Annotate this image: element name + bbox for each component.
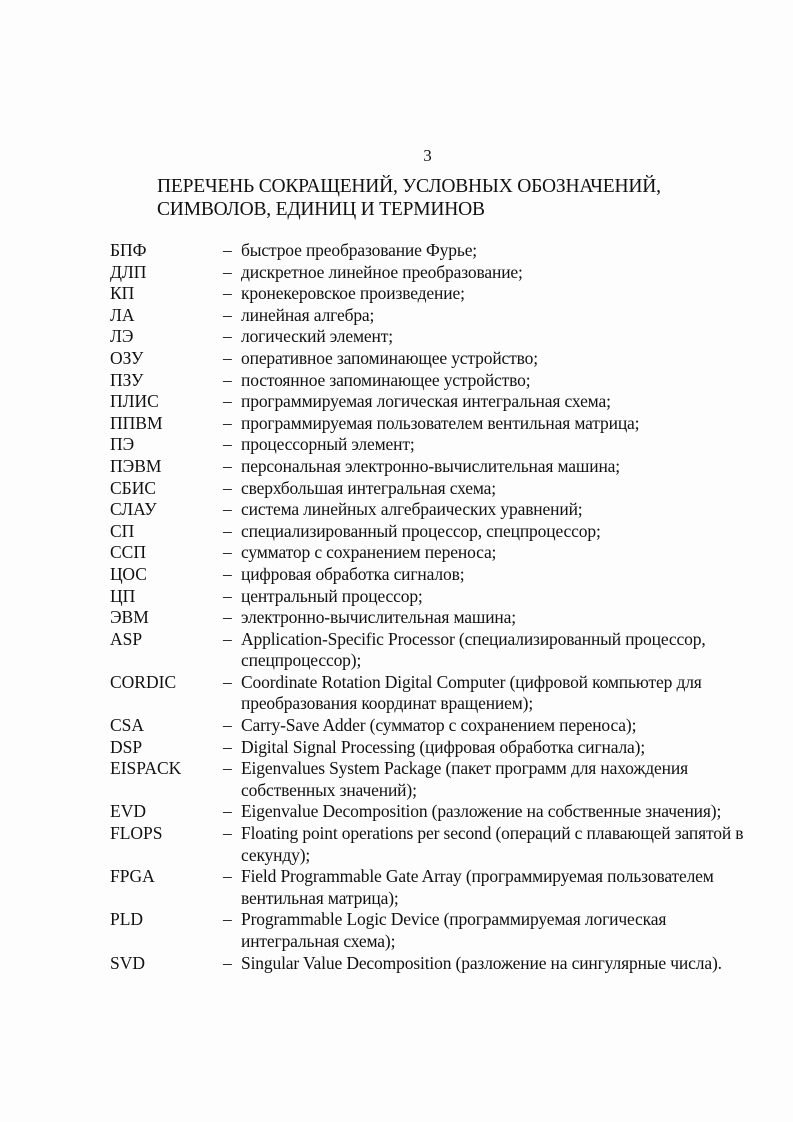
dash: – xyxy=(223,455,232,476)
dash: – xyxy=(223,823,232,844)
dash: – xyxy=(223,499,232,520)
list-item xyxy=(0,629,793,672)
list-item xyxy=(0,521,793,543)
list-item xyxy=(0,478,793,500)
abbreviation: SVD xyxy=(110,952,146,973)
definition: Singular Value Decomposition (разложение на сингулярные числа). xyxy=(241,952,722,973)
definition: оперативное запоминающее устройство; xyxy=(241,347,538,368)
dash: – xyxy=(223,952,232,973)
abbreviation: ASP xyxy=(110,628,143,649)
list-item xyxy=(0,607,793,629)
list-item xyxy=(0,801,793,823)
dash: – xyxy=(223,434,232,455)
definition: персональная электронно-вычислительная машина; xyxy=(241,455,620,476)
definition: специализированный процессор, спецпроцессор; xyxy=(241,520,601,541)
definition: Application-Specific Processor (специализированный процессор, спецпроцессор); xyxy=(241,628,706,671)
dash: – xyxy=(223,261,232,282)
dash: – xyxy=(223,477,232,498)
abbreviation: ПЭ xyxy=(110,434,135,455)
list-item xyxy=(0,953,793,975)
abbreviation: ЛА xyxy=(110,304,135,325)
dash: – xyxy=(223,758,232,779)
dash: – xyxy=(223,715,232,736)
definition: быстрое преобразование Фурье; xyxy=(241,240,478,260)
dash: – xyxy=(223,607,232,628)
list-item xyxy=(0,672,793,715)
definition: логический элемент; xyxy=(241,326,393,347)
abbreviation: ПЛИС xyxy=(110,391,159,412)
list-item xyxy=(0,542,793,564)
definition: Programmable Logic Device (программируемая логическая интегральная схема); xyxy=(241,909,667,951)
dash: – xyxy=(223,801,232,822)
list-item xyxy=(0,866,793,909)
dash: – xyxy=(223,671,232,692)
dash: – xyxy=(223,304,232,325)
definition: Field Programmable Gate Array (программируемая пользователем вентильная матрица); xyxy=(241,866,714,908)
abbreviation: PLD xyxy=(110,909,144,930)
dash: – xyxy=(223,585,232,606)
page-title xyxy=(157,175,717,221)
definition: Eigenvalue Decomposition (разложение на собственные значения); xyxy=(241,801,722,822)
abbreviation: БПФ xyxy=(110,240,147,260)
abbreviation: CSA xyxy=(110,715,145,736)
definition: кронекеровское произведение; xyxy=(241,283,465,304)
abbreviation: DSP xyxy=(110,736,143,757)
dash: – xyxy=(223,736,232,757)
dash: – xyxy=(223,909,232,930)
definition: программируемая пользователем вентильная матрица; xyxy=(241,412,640,433)
definition: система линейных алгебраических уравнений; xyxy=(241,499,583,520)
list-item xyxy=(0,758,793,801)
abbreviation: EVD xyxy=(110,801,146,822)
abbreviation: FPGA xyxy=(110,866,155,887)
definition: процессорный элемент; xyxy=(241,434,415,455)
abbreviation: ДЛП xyxy=(110,261,147,282)
dash: – xyxy=(223,563,232,584)
dash: – xyxy=(223,283,232,304)
list-item xyxy=(0,715,793,737)
abbreviation-list xyxy=(0,240,793,974)
abbreviation: EISPACK xyxy=(110,758,182,779)
dash: – xyxy=(223,412,232,433)
title-line-2: СИМВОЛОВ, ЕДИНИЦ И ТЕРМИНОВ xyxy=(157,199,485,220)
dash: – xyxy=(223,240,232,260)
list-item xyxy=(0,240,793,262)
list-item xyxy=(0,283,793,305)
definition: постоянное запоминающее устройство; xyxy=(241,369,531,390)
abbreviation: СБИС xyxy=(110,477,157,498)
list-item xyxy=(0,564,793,586)
dash: – xyxy=(223,520,232,541)
definition: программируемая логическая интегральная схема; xyxy=(241,391,611,412)
abbreviation: ППВМ xyxy=(110,412,163,433)
definition: дискретное линейное преобразование; xyxy=(241,261,523,282)
dash: – xyxy=(223,391,232,412)
list-item xyxy=(0,586,793,608)
definition: Eigenvalues System Package (пакет программ для нахождения собственных значений); xyxy=(241,758,688,800)
definition: Floating point operations per second (операций с плавающей запятой в секунду); xyxy=(241,823,744,865)
abbreviation: ЦП xyxy=(110,585,136,606)
definition: сумматор с сохранением переноса; xyxy=(241,542,497,563)
abbreviation: ЛЭ xyxy=(110,326,134,347)
list-item xyxy=(0,370,793,392)
list-item xyxy=(0,413,793,435)
abbreviation: ПЭВМ xyxy=(110,455,162,476)
abbreviation: СЛАУ xyxy=(110,499,157,520)
page-number: 3 xyxy=(423,146,432,165)
list-item xyxy=(0,305,793,327)
dash: – xyxy=(223,542,232,563)
title-line-1: ПЕРЕЧЕНЬ СОКРАЩЕНИЙ, УСЛОВНЫХ ОБОЗНАЧЕНИЙ, xyxy=(157,176,661,197)
abbreviation: ОЗУ xyxy=(110,347,144,368)
abbreviation: ССП xyxy=(110,542,146,563)
definition: Coordinate Rotation Digital Computer (цифровой компьютер для преобразования координат вращением); xyxy=(241,671,702,714)
definition: центральный процессор; xyxy=(241,585,423,606)
definition: цифровая обработка сигналов; xyxy=(241,563,465,584)
definition: сверхбольшая интегральная схема; xyxy=(241,477,496,498)
definition: Digital Signal Processing (цифровая обработка сигнала); xyxy=(241,736,646,757)
abbreviation: ЭВМ xyxy=(110,607,149,628)
list-item xyxy=(0,499,793,521)
abbreviation: СП xyxy=(110,520,135,541)
dash: – xyxy=(223,347,232,368)
dash: – xyxy=(223,369,232,390)
dash: – xyxy=(223,628,232,649)
definition: Carry-Save Adder (сумматор с сохранением переноса); xyxy=(241,715,637,736)
list-item xyxy=(0,348,793,370)
dash: – xyxy=(223,326,232,347)
list-item xyxy=(0,456,793,478)
abbreviation: ПЗУ xyxy=(110,369,144,390)
definition: электронно-вычислительная машина; xyxy=(241,607,516,628)
abbreviation: КП xyxy=(110,283,135,304)
list-item xyxy=(0,737,793,759)
abbreviation: CORDIC xyxy=(110,671,177,692)
list-item xyxy=(0,391,793,413)
dash: – xyxy=(223,866,232,887)
list-item xyxy=(0,823,793,866)
list-item xyxy=(0,434,793,456)
abbreviation: ЦОС xyxy=(110,563,147,584)
list-item xyxy=(0,326,793,348)
abbreviation: FLOPS xyxy=(110,823,163,844)
list-item xyxy=(0,262,793,284)
list-item xyxy=(0,909,793,952)
definition: линейная алгебра; xyxy=(241,304,375,325)
